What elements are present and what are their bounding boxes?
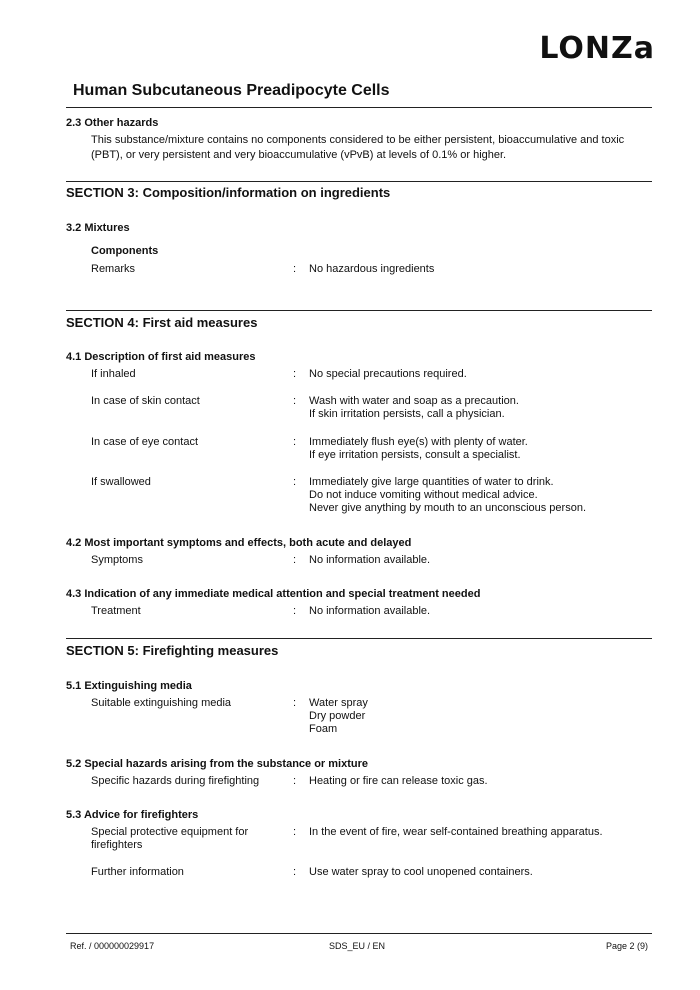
row-value: Heating or fire can release toxic gas.	[309, 775, 488, 787]
row-colon: :	[293, 866, 297, 878]
value-line: Do not induce vomiting without medical advice.	[309, 489, 538, 501]
footer-divider	[66, 933, 652, 934]
row-label: Special protective equipment for firefighters	[91, 826, 249, 851]
subsection-title-3-2: 3.2 Mixtures	[66, 222, 130, 234]
value-line: Water spray	[309, 697, 368, 709]
row-label: Treatment	[91, 605, 141, 617]
row-label: In case of skin contact	[91, 395, 200, 407]
row-value: No hazardous ingredients	[309, 263, 435, 275]
row-value	[309, 368, 651, 381]
row-colon: :	[293, 605, 297, 617]
row-value	[309, 395, 651, 421]
value-line: Dry powder	[309, 710, 366, 722]
subsection-title-2-3: 2.3 Other hazards	[66, 117, 159, 129]
row-value: No information available.	[309, 605, 431, 617]
row-value: Use water spray to cool unopened containers.	[309, 866, 533, 878]
row-colon: :	[293, 826, 297, 838]
row-colon: :	[293, 697, 297, 709]
row-label: Remarks	[91, 263, 136, 275]
row-label: Suitable extinguishing media	[91, 697, 232, 709]
section-divider	[66, 310, 652, 311]
row-value	[309, 697, 651, 736]
value-line: Wash with water and soap as a precaution.	[309, 395, 519, 407]
header-divider	[66, 107, 652, 108]
section-3-title: SECTION 3: Composition/information on ingredients	[66, 185, 391, 200]
subsection-title-5-3: 5.3 Advice for firefighters	[66, 809, 199, 821]
footer-reference: Ref. / 000000029917	[70, 941, 155, 951]
section-4-title: SECTION 4: First aid measures	[66, 315, 258, 330]
row-value	[309, 436, 651, 462]
footer-sds-code: SDS_EU / EN	[329, 941, 386, 951]
row-label: If inhaled	[91, 368, 136, 380]
footer-page-number: Page 2 (9)	[605, 941, 648, 951]
subsection-title-5-2: 5.2 Special hazards arising from the substance or mixture	[66, 758, 368, 770]
row-colon: :	[293, 554, 297, 566]
components-label: Components	[91, 245, 159, 257]
subsection-title-4-3: 4.3 Indication of any immediate medical attention and special treatment needed	[66, 588, 481, 600]
row-label: Symptoms	[91, 554, 143, 566]
subsection-title-4-1: 4.1 Description of first aid measures	[66, 351, 256, 363]
lonza-logo: LONZa	[539, 31, 655, 66]
value-line: No special precautions required.	[309, 368, 467, 380]
value-line: If eye irritation persists, consult a specialist.	[309, 449, 521, 461]
other-hazards-text: This substance/mixture contains no components considered to be either persistent, bioaccumulative and toxic (PBT), or very persistent and very bioaccumulative (vPvB) at levels of 0.1% or higher.	[91, 134, 625, 161]
row-value: In the event of fire, wear self-contained breathing apparatus.	[309, 826, 603, 838]
value-line: Foam	[309, 723, 338, 735]
row-label: In case of eye contact	[91, 436, 199, 448]
row-value	[309, 476, 651, 515]
row-colon: :	[293, 476, 297, 488]
row-colon: :	[293, 395, 297, 407]
row-colon: :	[293, 775, 297, 787]
value-line: If skin irritation persists, call a physician.	[309, 408, 505, 420]
row-colon: :	[293, 436, 297, 448]
section-divider	[66, 181, 652, 182]
document-title: Human Subcutaneous Preadipocyte Cells	[73, 82, 390, 99]
section-5-title: SECTION 5: Firefighting measures	[66, 643, 279, 658]
row-value: No information available.	[309, 554, 431, 566]
subsection-title-5-1: 5.1 Extinguishing media	[66, 680, 192, 692]
value-line: Immediately give large quantities of water to drink.	[309, 476, 554, 488]
row-label: If swallowed	[91, 476, 151, 488]
row-colon: :	[293, 263, 297, 275]
section-divider	[66, 638, 652, 639]
row-colon: :	[293, 368, 297, 380]
value-line: Immediately flush eye(s) with plenty of water.	[309, 436, 528, 448]
value-line: Never give anything by mouth to an unconscious person.	[309, 502, 586, 514]
subsection-title-4-2: 4.2 Most important symptoms and effects, both acute and delayed	[66, 537, 412, 549]
row-label: Further information	[91, 866, 184, 878]
row-label: Specific hazards during firefighting	[91, 775, 260, 787]
